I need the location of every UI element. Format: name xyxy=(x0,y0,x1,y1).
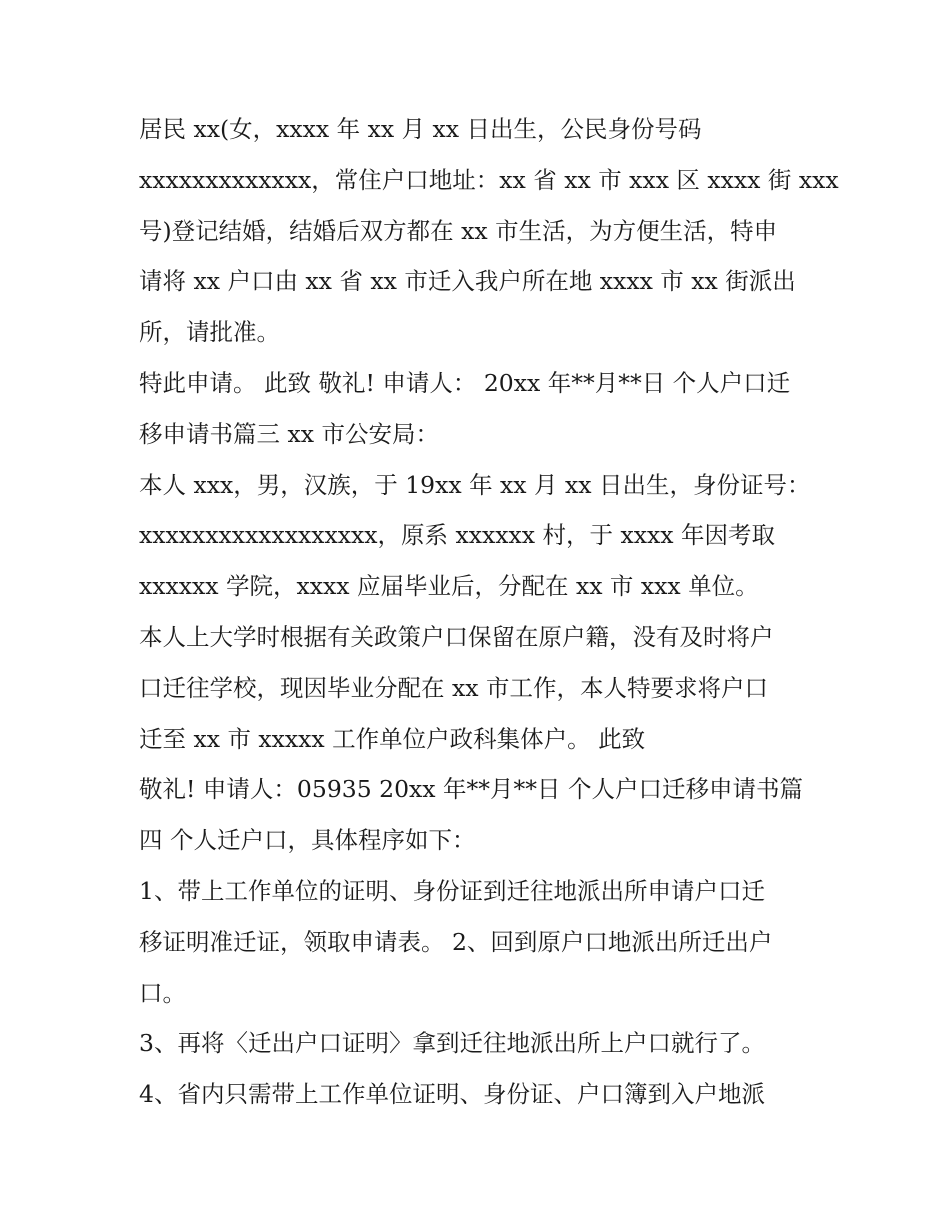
text-line: xxxxxx 学院，xxxx 应届毕业后，分配在 xx 市 xxx 单位。 xyxy=(139,572,759,601)
text-line: 本人上大学时根据有关政策户口保留在原户籍，没有及时将户 xyxy=(139,622,774,651)
text-line: xxxxxxxxxxxxxxxxxx，原系 xxxxxx 村，于 xxxx 年因考取 xyxy=(139,521,775,550)
text-line: 移证明准迁证，领取申请表。 2、回到原户口地派出所迁出户 xyxy=(139,927,773,956)
text-line: 特此申请。 此致 敬礼! 申请人： 20xx 年**月**日 个人户口迁 xyxy=(139,368,791,397)
text-line: 3、再将〈迁出户口证明〉拿到迁往地派出所上户口就行了。 xyxy=(139,1029,765,1058)
text-line: 4、省内只需带上工作单位证明、身份证、户口簿到入户地派 xyxy=(139,1080,765,1109)
text-line: 所，请批准。 xyxy=(139,318,280,347)
text-line: 居民 xx(女，xxxx 年 xx 月 xx 日出生，公民身份号码 xyxy=(139,115,702,143)
text-line: 本人 xxx，男，汉族，于 19xx 年 xx 月 xx 日出生，身份证号： xyxy=(139,470,811,499)
text-line: 号)登记结婚，结婚后双方都在 xx 市生活，为方便生活，特申 xyxy=(139,216,778,245)
text-line: 1、带上工作单位的证明、身份证到迁往地派出所申请户口迁 xyxy=(139,876,765,905)
text-line: 请将 xx 户口由 xx 省 xx 市迁入我户所在地 xxxx 市 xx 街派出 xyxy=(139,267,796,296)
text-line: xxxxxxxxxxxxx，常住户口地址：xx 省 xx 市 xxx 区 xxxx 街 xxx xyxy=(139,165,839,194)
document-body xyxy=(139,104,839,1120)
text-line: 口迁往学校，现因毕业分配在 xx 市工作，本人特要求将户口 xyxy=(139,673,768,702)
text-line: 移申请书篇三 xx 市公安局： xyxy=(139,419,439,448)
text-line: 敬礼! 申请人：05935 20xx 年**月**日 个人户口迁移申请书篇 xyxy=(139,775,803,804)
text-line: 口。 xyxy=(139,978,186,1007)
text-line: 迁至 xx 市 xxxxx 工作单位户政科集体户。 此致 xyxy=(139,724,646,753)
text-line: 四 个人迁户口，具体程序如下： xyxy=(139,826,476,855)
